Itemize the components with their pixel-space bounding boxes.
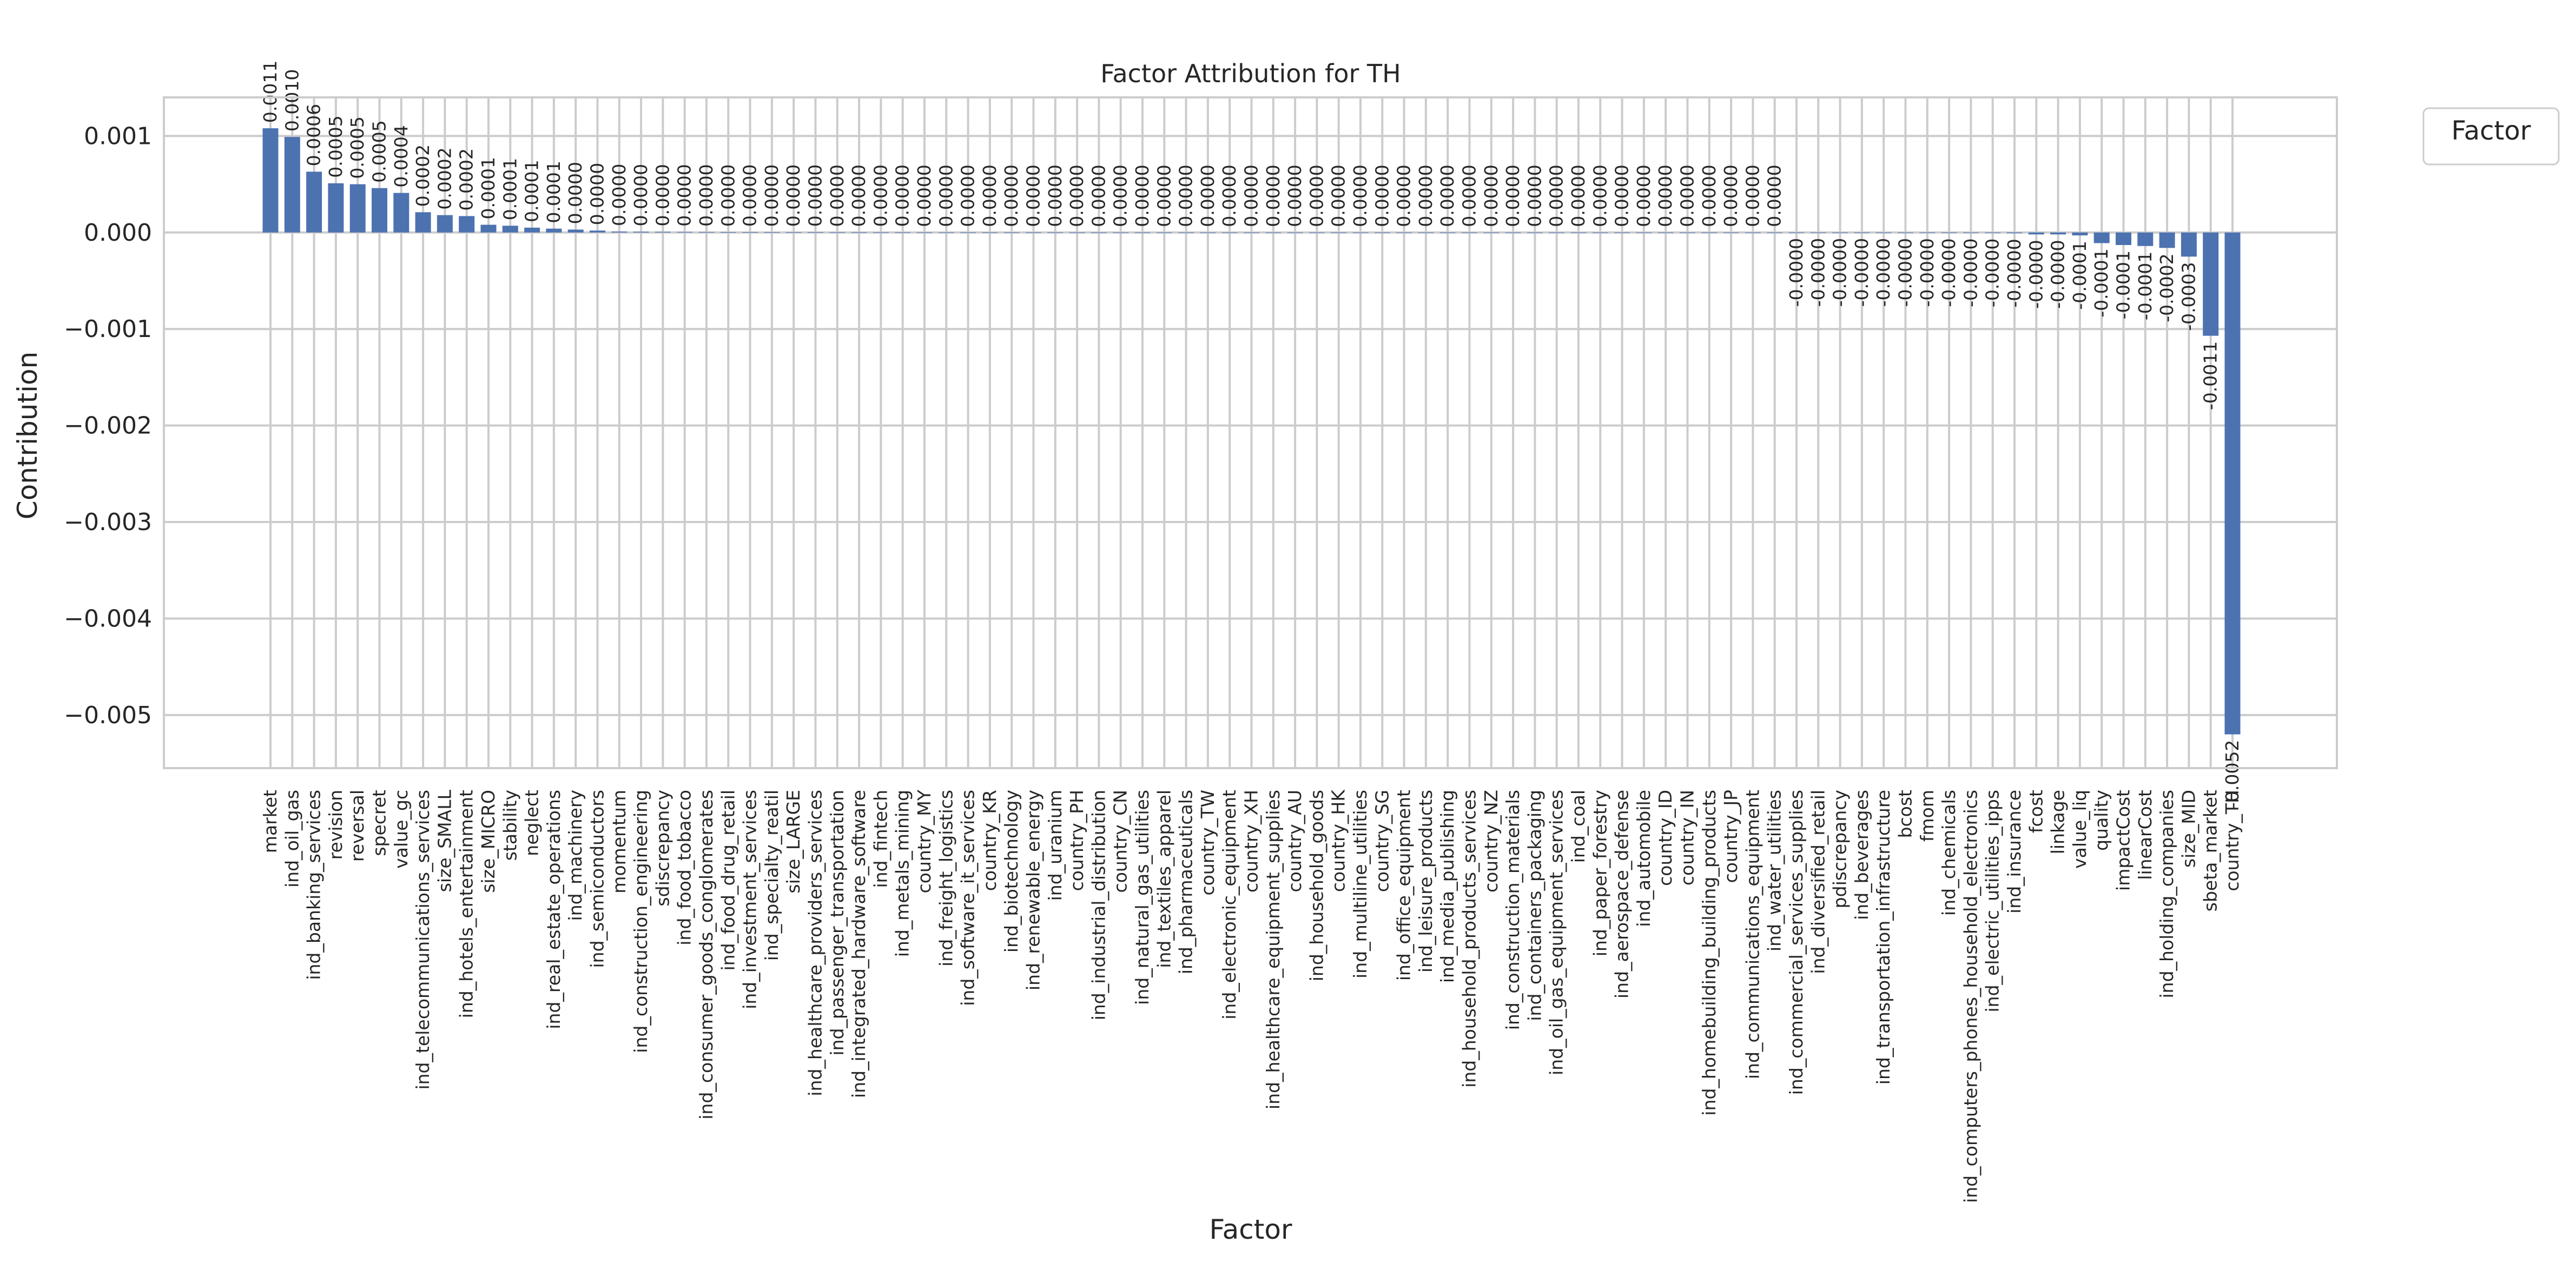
data-label: -0.0001 [2134, 251, 2156, 321]
x-tick-label: size_MICRO [478, 790, 499, 893]
data-label: 0.0000 [1393, 164, 1415, 227]
data-label: 0.0000 [1763, 164, 1785, 227]
data-label: 0.0000 [1480, 164, 1502, 227]
x-tick-label: ind_communications_equipment [1742, 790, 1763, 1080]
bar [786, 232, 802, 233]
data-label: 0.0002 [412, 144, 434, 207]
x-tick-label: ind_metals_mining [891, 790, 913, 957]
x-tick-label: ind_insurance [2004, 790, 2025, 914]
data-label: 0.0000 [1545, 164, 1567, 227]
x-tick-label: market [260, 790, 281, 854]
x-tick-label: pdiscrepancy [1829, 790, 1851, 909]
data-label: 0.0000 [804, 164, 826, 227]
data-label: 0.0000 [586, 162, 608, 226]
data-label: -0.0000 [1829, 237, 1851, 307]
bar [2050, 233, 2066, 235]
x-tick-label: ind_construction_materials [1502, 790, 1524, 1030]
x-tick-label: country_HK [1327, 790, 1349, 893]
data-label: 0.0000 [1175, 164, 1197, 227]
y-tick-label: −0.005 [64, 701, 152, 729]
data-label: 0.0000 [1153, 164, 1175, 227]
x-tick-label: ind_natural_gas_utilities [1132, 790, 1153, 1005]
x-tick-label: sdiscrepancy [652, 790, 673, 907]
data-label: 0.0000 [870, 164, 891, 227]
x-tick-label: ind_telecommunications_services [412, 790, 434, 1090]
x-tick-label: stability [499, 790, 521, 861]
data-label: -0.0000 [1894, 237, 1916, 307]
bar [677, 232, 692, 233]
bar [328, 183, 344, 233]
x-tick-label: ind_electronic_equipment [1219, 790, 1240, 1020]
x-tick-label: sbeta_market [2199, 790, 2221, 912]
x-tick-label: ind_commercial_services_supplies [1786, 790, 1807, 1095]
data-label: 0.0001 [521, 160, 543, 222]
x-tick-label: ind_fintech [870, 790, 891, 888]
data-label: 0.0002 [434, 147, 455, 210]
data-label: 0.0011 [260, 60, 281, 123]
x-tick-label: country_MY [914, 790, 935, 894]
x-tick-label: revision [325, 790, 346, 860]
data-label: -0.0000 [2025, 240, 2047, 309]
x-tick-label: country_TH [2222, 790, 2243, 891]
data-label: -0.0001 [2091, 248, 2112, 318]
data-label: 0.0000 [1720, 164, 1742, 227]
data-label: 0.0000 [914, 164, 935, 227]
data-label: 0.0000 [1415, 164, 1436, 227]
data-label: 0.0000 [1088, 164, 1109, 227]
bar [611, 232, 627, 233]
x-tick-label: ind_machinery [565, 790, 586, 921]
data-label: 0.0000 [1284, 164, 1306, 227]
data-label: 0.0000 [1458, 164, 1480, 227]
data-label: -0.0011 [2199, 341, 2221, 411]
bar [524, 228, 540, 233]
x-tick-label: ind_healthcare_providers_services [804, 790, 826, 1096]
y-tick-label: −0.004 [64, 605, 152, 633]
data-label: -0.0000 [1786, 237, 1807, 307]
data-label: 0.0000 [630, 163, 652, 227]
x-tick-label: value_liq [2069, 790, 2090, 869]
bar [481, 225, 497, 233]
y-tick-label: −0.002 [64, 412, 152, 440]
y-tick-label: 0.000 [84, 219, 152, 247]
x-tick-label: ind_transportation_infrastructure [1873, 790, 1894, 1085]
x-tick-label: impactCost [2112, 790, 2134, 891]
x-tick-label: ind_hotels_entertainment [455, 790, 477, 1019]
bar [306, 171, 322, 232]
data-label: 0.0002 [455, 148, 477, 211]
data-label: 0.0000 [1568, 164, 1589, 227]
x-tick-label: country_CN [1109, 790, 1131, 893]
data-label: -0.0000 [1807, 237, 1829, 307]
data-label: 0.0000 [826, 164, 848, 227]
data-label: -0.0000 [1960, 238, 1981, 307]
x-tick-label: ind_aerospace_defense [1611, 790, 1633, 999]
y-tick-label: −0.003 [64, 508, 152, 537]
bar [263, 128, 279, 233]
x-tick-label: ind_biotechnology [1001, 790, 1022, 953]
x-tick-label: ind_pharmaceuticals [1175, 790, 1197, 975]
data-label: 0.0001 [543, 161, 564, 223]
data-label: 0.0001 [478, 157, 499, 220]
data-label: 0.0000 [608, 163, 630, 226]
data-label: 0.0000 [1698, 164, 1720, 227]
data-label: -0.0000 [1851, 237, 1872, 307]
x-tick-label: ind_semiconductors [586, 790, 608, 968]
x-tick-label: fcost [2025, 790, 2047, 834]
x-tick-label: ind_integrated_hardware_software [848, 790, 870, 1098]
x-tick-label: ind_beverages [1851, 790, 1872, 920]
bar [372, 188, 387, 233]
data-label: -0.0001 [2112, 250, 2134, 320]
data-label: 0.0000 [1437, 164, 1458, 227]
bar [2137, 233, 2153, 246]
data-label: 0.0000 [848, 164, 870, 227]
data-label: 0.0000 [1022, 164, 1044, 227]
data-label: 0.0000 [1611, 164, 1633, 227]
x-tick-label: ind_specialty_reatil [761, 790, 782, 961]
x-tick-label: quality [2091, 790, 2112, 851]
x-tick-label: momentum [608, 790, 630, 894]
x-tick-label: ind_leisure_products [1415, 790, 1436, 973]
data-label: 0.0000 [1001, 164, 1022, 227]
bar [546, 229, 562, 233]
data-label: 0.0000 [1350, 164, 1371, 227]
data-label: 0.0005 [325, 115, 346, 178]
data-label: 0.0000 [1524, 164, 1545, 227]
data-label: 0.0005 [347, 116, 368, 179]
bar [2072, 233, 2088, 235]
x-tick-label: ind_consumer_goods_conglomerates [696, 790, 717, 1120]
data-label: 0.0000 [1197, 164, 1218, 227]
data-label: -0.0000 [2047, 240, 2069, 309]
x-tick-label: ind_oil_gas_equipment_services [1545, 790, 1567, 1075]
x-tick-label: ind_multiline_utilities [1350, 790, 1371, 979]
bar [808, 232, 823, 233]
y-tick-label: 0.001 [84, 122, 152, 150]
data-label: 0.0000 [1132, 164, 1153, 227]
x-tick-label: value_gc [390, 790, 412, 869]
legend [2423, 108, 2559, 164]
data-label: -0.0000 [1916, 238, 1938, 307]
bar [437, 215, 453, 233]
x-tick-label: country_ID [1655, 790, 1676, 886]
data-label: -0.0052 [2222, 739, 2243, 809]
data-label: 0.0000 [1219, 164, 1240, 227]
x-tick-label: country_JP [1720, 790, 1742, 883]
x-tick-label: ind_household_products_services [1458, 790, 1480, 1088]
x-tick-label: ind_office_equipment [1393, 790, 1415, 981]
data-label: 0.0000 [1327, 164, 1349, 227]
x-tick-label: ind_passenger_transportation [826, 790, 848, 1056]
data-label: 0.0000 [957, 164, 979, 227]
x-tick-label: country_TW [1197, 790, 1218, 896]
x-tick-label: ind_freight_logistics [935, 790, 957, 967]
x-tick-label: ind_diversified_retail [1807, 790, 1829, 974]
x-tick-label: ind_computers_phones_household_electronics [1960, 790, 1981, 1203]
x-tick-label: size_MID [2178, 790, 2199, 868]
data-label: -0.0001 [2069, 241, 2090, 310]
x-tick-label: ind_banking_services [303, 790, 325, 980]
data-label: 0.0000 [1240, 164, 1262, 227]
bar [590, 230, 605, 233]
data-label: -0.0000 [1938, 238, 1960, 307]
data-label: 0.0000 [1655, 164, 1676, 227]
bar [2181, 233, 2197, 257]
bar [742, 232, 758, 233]
data-label: 0.0000 [717, 164, 739, 227]
data-label: 0.0006 [303, 103, 325, 167]
data-label: -0.0000 [1981, 238, 2003, 308]
y-axis-label: Contribution [12, 351, 43, 520]
x-tick-label: ind_renewable_energy [1022, 790, 1044, 991]
x-tick-label: ind_food_drug_retail [717, 790, 739, 971]
bar [2203, 233, 2218, 336]
data-label: 0.0000 [1502, 164, 1524, 227]
bar [459, 216, 474, 232]
data-label: -0.0003 [2178, 262, 2199, 331]
data-label: 0.0001 [499, 157, 521, 221]
bar [895, 232, 910, 233]
bar [393, 193, 409, 233]
data-label: 0.0000 [1066, 164, 1088, 227]
x-tick-label: ind_media_publishing [1437, 790, 1458, 983]
data-label: 0.0000 [1633, 164, 1654, 227]
x-tick-label: ind_paper_forestry [1589, 790, 1611, 957]
bar [2029, 233, 2044, 235]
data-label: 0.0000 [739, 164, 761, 227]
x-tick-label: ind_electric_utilities_ipps [1981, 790, 2003, 1013]
bar [2094, 233, 2110, 243]
x-tick-label: linkage [2047, 790, 2069, 855]
bar [503, 226, 518, 232]
data-label: 0.0000 [979, 164, 1000, 227]
x-tick-label: ind_industrial_distribution [1088, 790, 1109, 1021]
x-tick-label: ind_containers_packaging [1524, 790, 1545, 1021]
data-label: 0.0000 [1742, 164, 1763, 227]
x-tick-label: country_PH [1066, 790, 1088, 891]
x-tick-label: country_XH [1240, 790, 1262, 893]
data-label: 0.0000 [565, 161, 586, 224]
data-label: 0.0000 [1109, 164, 1131, 227]
y-tick-label: −0.001 [64, 315, 152, 343]
x-tick-label: ind_oil_gas [281, 790, 303, 888]
data-label: 0.0000 [652, 164, 673, 227]
x-tick-label: ind_water_utilities [1763, 790, 1785, 952]
data-label: 0.0000 [1262, 164, 1284, 227]
x-tick-label: ind_holding_companies [2156, 790, 2178, 999]
data-label: 0.0000 [673, 164, 695, 227]
bar [285, 137, 300, 233]
x-tick-label: ind_software_it_services [957, 790, 979, 1006]
bar [2159, 233, 2175, 248]
bar [851, 232, 867, 233]
x-axis-label: Factor [1209, 1214, 1292, 1245]
x-tick-label: ind_household_goods [1306, 790, 1327, 982]
bar [568, 229, 584, 232]
data-label: 0.0000 [1589, 164, 1611, 227]
bar [350, 184, 366, 233]
x-tick-label: country_IN [1676, 790, 1698, 886]
bar [721, 232, 736, 233]
data-label: -0.0000 [2004, 239, 2025, 308]
x-tick-label: country_SG [1371, 790, 1393, 893]
data-label: 0.0000 [891, 164, 913, 227]
x-tick-label: ind_healthcare_equipment_supplies [1262, 790, 1284, 1109]
data-label: 0.0004 [390, 125, 412, 188]
bar [2225, 233, 2241, 735]
bar [764, 232, 780, 233]
x-tick-label: linearCost [2134, 790, 2156, 880]
x-tick-label: ind_homebuilding_building_products [1698, 790, 1720, 1116]
bar [415, 212, 431, 232]
x-tick-label: ind_investment_services [739, 790, 761, 1009]
x-tick-label: country_NZ [1480, 790, 1502, 893]
data-label: 0.0005 [368, 120, 390, 183]
bar [829, 232, 845, 233]
data-label: -0.0002 [2156, 253, 2178, 322]
x-tick-label: ind_chemicals [1938, 790, 1960, 916]
x-tick-label: ind_real_estate_operations [543, 790, 564, 1029]
x-tick-label: ind_food_tobacco [673, 790, 695, 946]
x-tick-label: specret [368, 790, 390, 856]
x-tick-label: size_SMALL [434, 790, 455, 893]
legend-title: Factor [2451, 116, 2531, 146]
data-label: 0.0000 [696, 164, 717, 227]
x-tick-label: bcost [1894, 790, 1916, 838]
x-tick-label: ind_uranium [1044, 790, 1066, 901]
x-tick-label: country_AU [1284, 790, 1306, 893]
data-label: -0.0000 [1873, 237, 1894, 307]
x-tick-label: ind_construction_engineering [630, 790, 652, 1053]
bar [655, 232, 671, 233]
x-tick-label: neglect [521, 790, 543, 856]
x-tick-label: reversal [347, 790, 368, 862]
data-label: 0.0000 [1676, 164, 1698, 227]
data-label: 0.0000 [783, 164, 804, 227]
x-tick-label: ind_coal [1568, 790, 1589, 863]
x-tick-label: ind_textiles_apparel [1153, 790, 1175, 968]
data-label: 0.0000 [1371, 164, 1393, 227]
data-label: 0.0000 [1044, 164, 1066, 227]
bar [699, 232, 715, 233]
bar [2116, 233, 2131, 245]
x-tick-label: country_KR [979, 790, 1000, 891]
x-tick-label: fmom [1916, 790, 1938, 842]
x-tick-label: ind_automobile [1633, 790, 1654, 927]
data-label: 0.0000 [761, 164, 782, 227]
data-label: 0.0000 [935, 164, 957, 227]
bar [873, 232, 889, 233]
chart-title: Factor Attribution for TH [1100, 59, 1401, 88]
data-label: 0.0010 [281, 69, 303, 132]
data-label: 0.0000 [1306, 164, 1327, 227]
x-tick-label: size_LARGE [783, 790, 804, 894]
